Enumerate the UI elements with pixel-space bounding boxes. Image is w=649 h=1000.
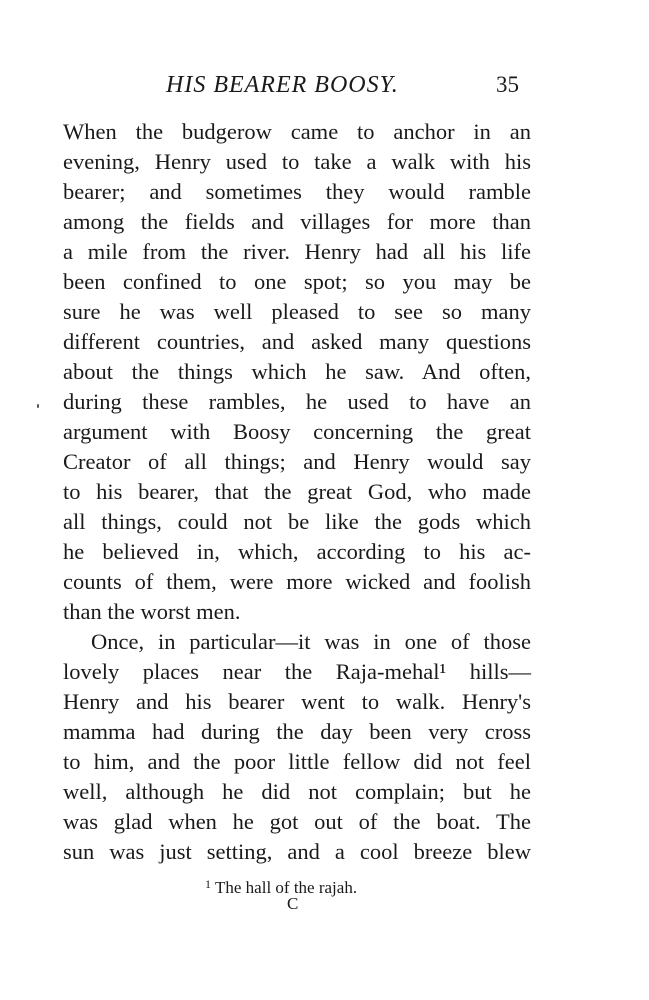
signature-mark: C — [287, 894, 299, 913]
text-line: Creator of all things; and Henry would say — [63, 449, 531, 474]
body-text — [63, 117, 531, 867]
text-line: to his bearer, that the great God, who made — [63, 479, 531, 504]
paragraph — [63, 117, 531, 627]
text-line: a mile from the river. Henry had all his life — [63, 239, 531, 264]
text-line: was glad when he got out of the boat. The — [63, 809, 531, 834]
text-line: to him, and the poor little fellow did not feel — [63, 749, 531, 774]
text-line: all things, could not be like the gods which — [63, 509, 531, 534]
footnote-marker: 1 — [205, 877, 211, 891]
text-line: about the things which he saw. And often, — [63, 359, 531, 384]
text-line: well, although he did not complain; but he — [63, 779, 531, 804]
text-line: bearer; and sometimes they would ramble — [63, 179, 531, 204]
running-title: HIS BEARER BOOSY. — [166, 72, 399, 98]
footnote — [205, 873, 357, 899]
paragraph — [63, 627, 531, 867]
footnote-text: The hall of the rajah. — [215, 878, 358, 897]
text-line: sun was just setting, and a cool breeze blew — [63, 839, 531, 864]
text-line: during these rambles, he used to have an — [63, 389, 531, 414]
text-line: he believed in, which, according to his ac- — [63, 539, 531, 564]
text-line: argument with Boosy concerning the great — [63, 419, 531, 444]
text-line: than the worst men. — [63, 599, 241, 624]
text-line: among the fields and villages for more than — [63, 209, 531, 234]
text-line: counts of them, were more wicked and foolish — [63, 569, 531, 594]
text-line: lovely places near the Raja-mehal¹ hills— — [63, 659, 531, 684]
text-line: different countries, and asked many questions — [63, 329, 531, 354]
text-line: sure he was well pleased to see so many — [63, 299, 531, 324]
page-number: 35 — [496, 72, 519, 97]
text-line: mamma had during the day been very cross — [63, 719, 531, 744]
text-line: Once, in particular—it was in one of those — [91, 629, 531, 654]
text-line: been confined to one spot; so you may be — [63, 269, 531, 294]
text-line: Henry and his bearer went to walk. Henry's — [63, 689, 531, 714]
text-line: When the budgerow came to anchor in an — [63, 119, 531, 144]
text-line: evening, Henry used to take a walk with his — [63, 149, 531, 174]
paper-speck — [37, 404, 39, 408]
